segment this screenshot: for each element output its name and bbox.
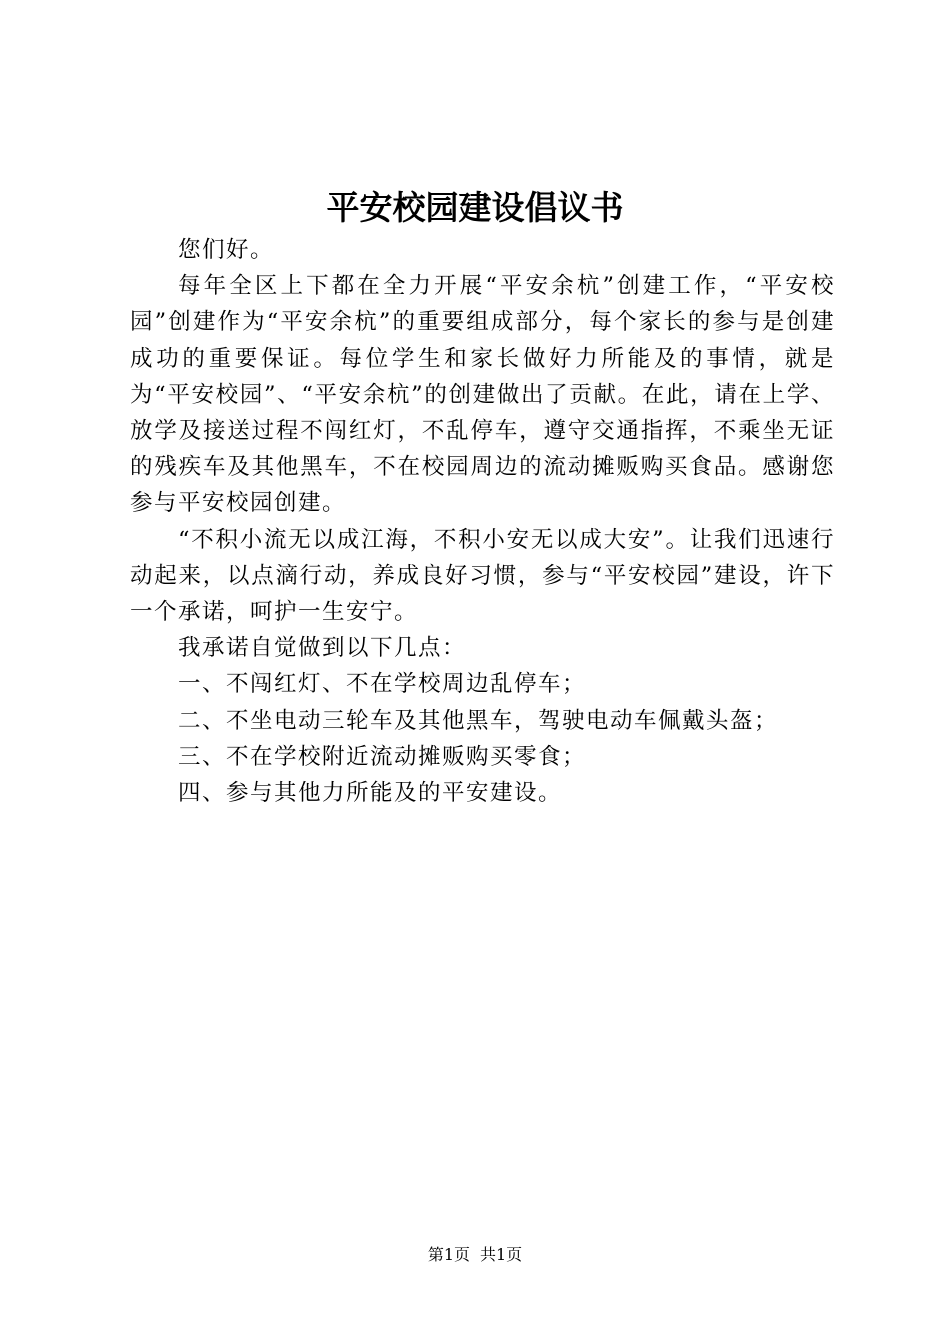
pledge-item-1: 一、不闯红灯、不在学校周边乱停车； [178, 671, 587, 698]
page-number-total: 共1页 [480, 1245, 523, 1264]
paragraph-greeting: 您们好。 [178, 237, 275, 263]
paragraph-intro: 每年全区上下都在全力开展“平安余杭”创建工作，“平安校园”创建作为“平安余杭”的重要组成部分，每个家长的参与是创建成功的重要保证。每位学生和家长做好力所能及的事情，就是为“平安校园”、“平安余杭”的创建做出了贡献。在此，请在上学、放学及接送过程不闯红灯，不乱停车，遵守交通指挥，不乘坐无证的残疾车及其他黑车，不在校园周边的流动摊贩购买食品。感谢您参与平安校园创建。 [130, 273, 835, 517]
page-footer [0, 1243, 950, 1267]
pledge-item-2: 二、不坐电动三轮车及其他黑车，驾驶电动车佩戴头盔； [178, 707, 779, 734]
document-body [130, 232, 835, 811]
paragraph-pledge-heading: 我承诺自觉做到以下几点： [178, 635, 467, 662]
pledge-item-4: 四、参与其他力所能及的平安建设。 [178, 780, 563, 807]
page-number-current: 第1页 [427, 1245, 470, 1264]
document-title: 平安校园建设倡议书 [326, 188, 624, 227]
paragraph-call-to-action: “不积小流无以成江海，不积小安无以成大安”。让我们迅速行动起来，以点滴行动，养成良好习惯，参与“平安校园”建设，许下一个承诺，呵护一生安宁。 [130, 526, 835, 626]
pledge-item-3: 三、不在学校附近流动摊贩购买零食； [178, 743, 587, 770]
